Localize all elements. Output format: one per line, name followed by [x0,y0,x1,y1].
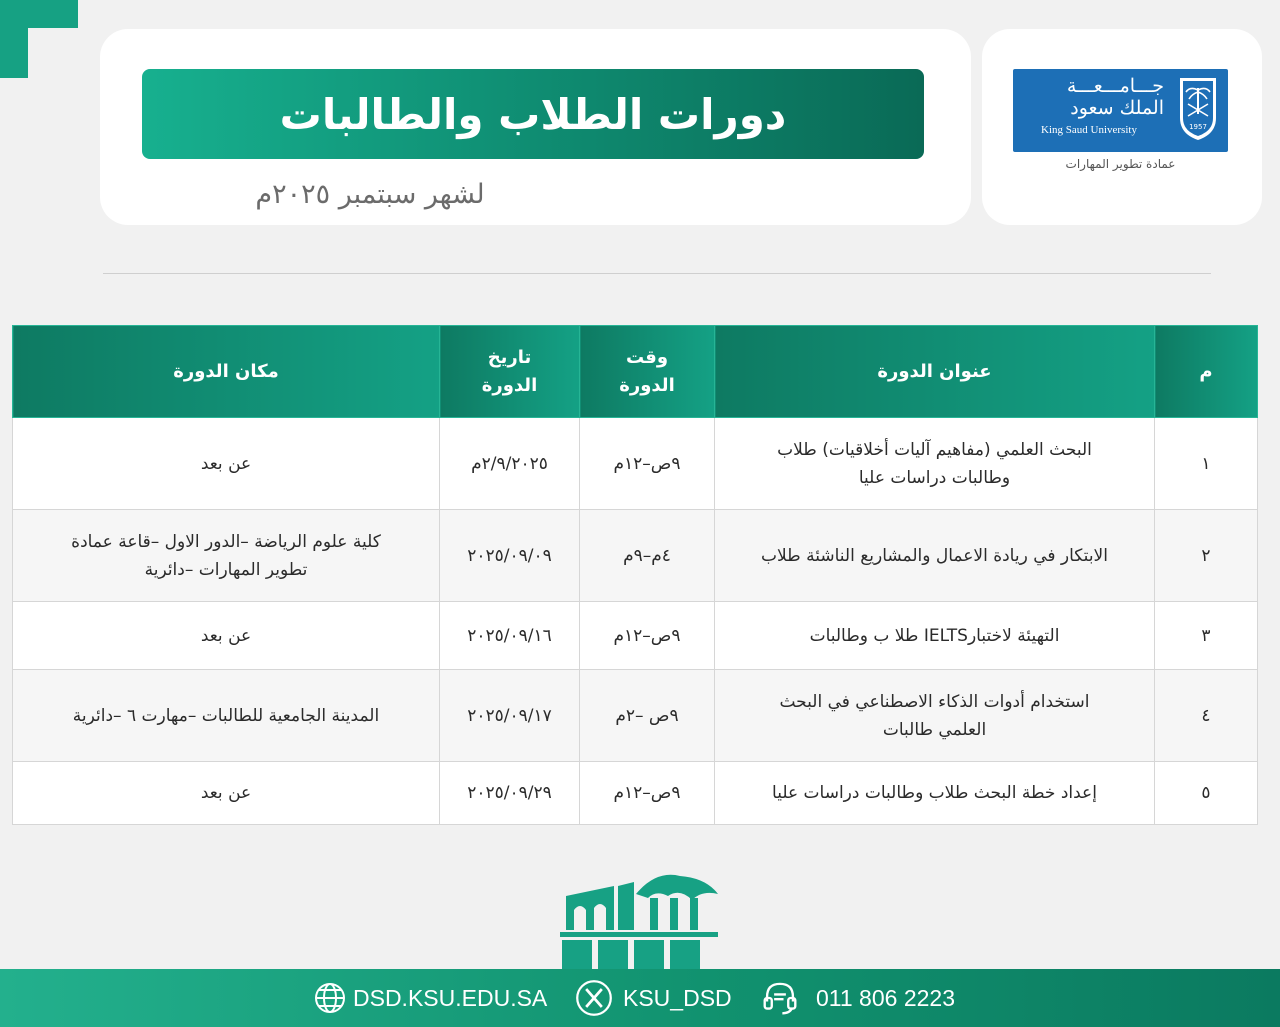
course-date: ٢٠٢٥/٠٩/١٧ [440,670,580,762]
course-place: كلية علوم الرياضة –الدور الاول –قاعة عمادة تطوير المهارات –دائرية [13,510,440,602]
ksu-logo [1013,69,1228,152]
row-number: ٢ [1155,510,1258,602]
table-row [13,670,1258,762]
corner-decoration [0,0,78,78]
row-number: ٤ [1155,670,1258,762]
row-number: ١ [1155,418,1258,510]
course-title: التهيئة لاختبارIELTS طلا ب وطالبات [715,602,1155,670]
course-time: ٩ص–١٢م [580,762,715,825]
course-time: ٤م–٩م [580,510,715,602]
table-row [13,510,1258,602]
phone-link[interactable] [760,969,955,1027]
header-title: عنوان الدورة [715,326,1155,418]
page-subtitle: لشهر سبتمبر ٢٠٢٥م [255,179,485,210]
course-date: ٢٠٢٥/٠٩/١٦ [440,602,580,670]
page-title: دورات الطلاب والطالبات [142,69,924,159]
phone-text: 011 806 2223 [816,984,955,1011]
course-place: عن بعد [13,418,440,510]
row-number: ٣ [1155,602,1258,670]
x-account-link[interactable] [575,969,732,1027]
course-time: ٩ص–١٢م [580,418,715,510]
course-time: ٩ص –٢م [580,670,715,762]
course-title: البحث العلمي (مفاهيم آليات أخلاقيات) طلاب وطالبات دراسات عليا [715,418,1155,510]
course-date: ٢٠٢٥/٠٩/٠٩ [440,510,580,602]
courses-table [12,325,1258,825]
website-link[interactable] [313,969,547,1027]
x-handle-text: KSU_DSD [623,984,732,1011]
logo-arabic-name: جـــامـــعـــة الملك سعود [1066,75,1164,119]
footer-bar [0,969,1280,1027]
course-title: إعداد خطة البحث طلاب وطالبات دراسات عليا [715,762,1155,825]
palm-emblem-icon [1174,74,1222,142]
course-place: المدينة الجامعية للطالبات –مهارت ٦ –دائرية [13,670,440,762]
website-text: DSD.KSU.EDU.SA [353,984,548,1011]
row-number: ٥ [1155,762,1258,825]
emblem-year: 1957 [1189,123,1207,131]
header-date: تاريخ الدورة [440,326,580,418]
course-title: استخدام أدوات الذكاء الاصطناعي في البحث العلمي طالبات [715,670,1155,762]
logo-english-name: King Saud University [1041,124,1137,136]
course-date: ٢/٩/٢٠٢٥م [440,418,580,510]
course-date: ٢٠٢٥/٠٩/٢٩ [440,762,580,825]
deanship-caption: عمادة تطوير المهارات [1065,157,1176,171]
course-place: عن بعد [13,762,440,825]
table-row [13,762,1258,825]
header-time: وقت الدورة [580,326,715,418]
course-place: عن بعد [13,602,440,670]
headset-icon [760,978,800,1018]
campus-building-icon [556,864,722,970]
header-divider [103,273,1211,274]
header-number: م [1155,326,1258,418]
table-header-row [13,326,1258,418]
header-place: مكان الدورة [13,326,440,418]
x-logo-icon [575,979,613,1017]
course-title: الابتكار في ريادة الاعمال والمشاريع الناشئة طلاب [715,510,1155,602]
table-row [13,602,1258,670]
course-time: ٩ص–١٢م [580,602,715,670]
title-card [100,29,971,225]
table-row [13,418,1258,510]
globe-icon [313,981,347,1015]
logo-card [982,29,1262,225]
